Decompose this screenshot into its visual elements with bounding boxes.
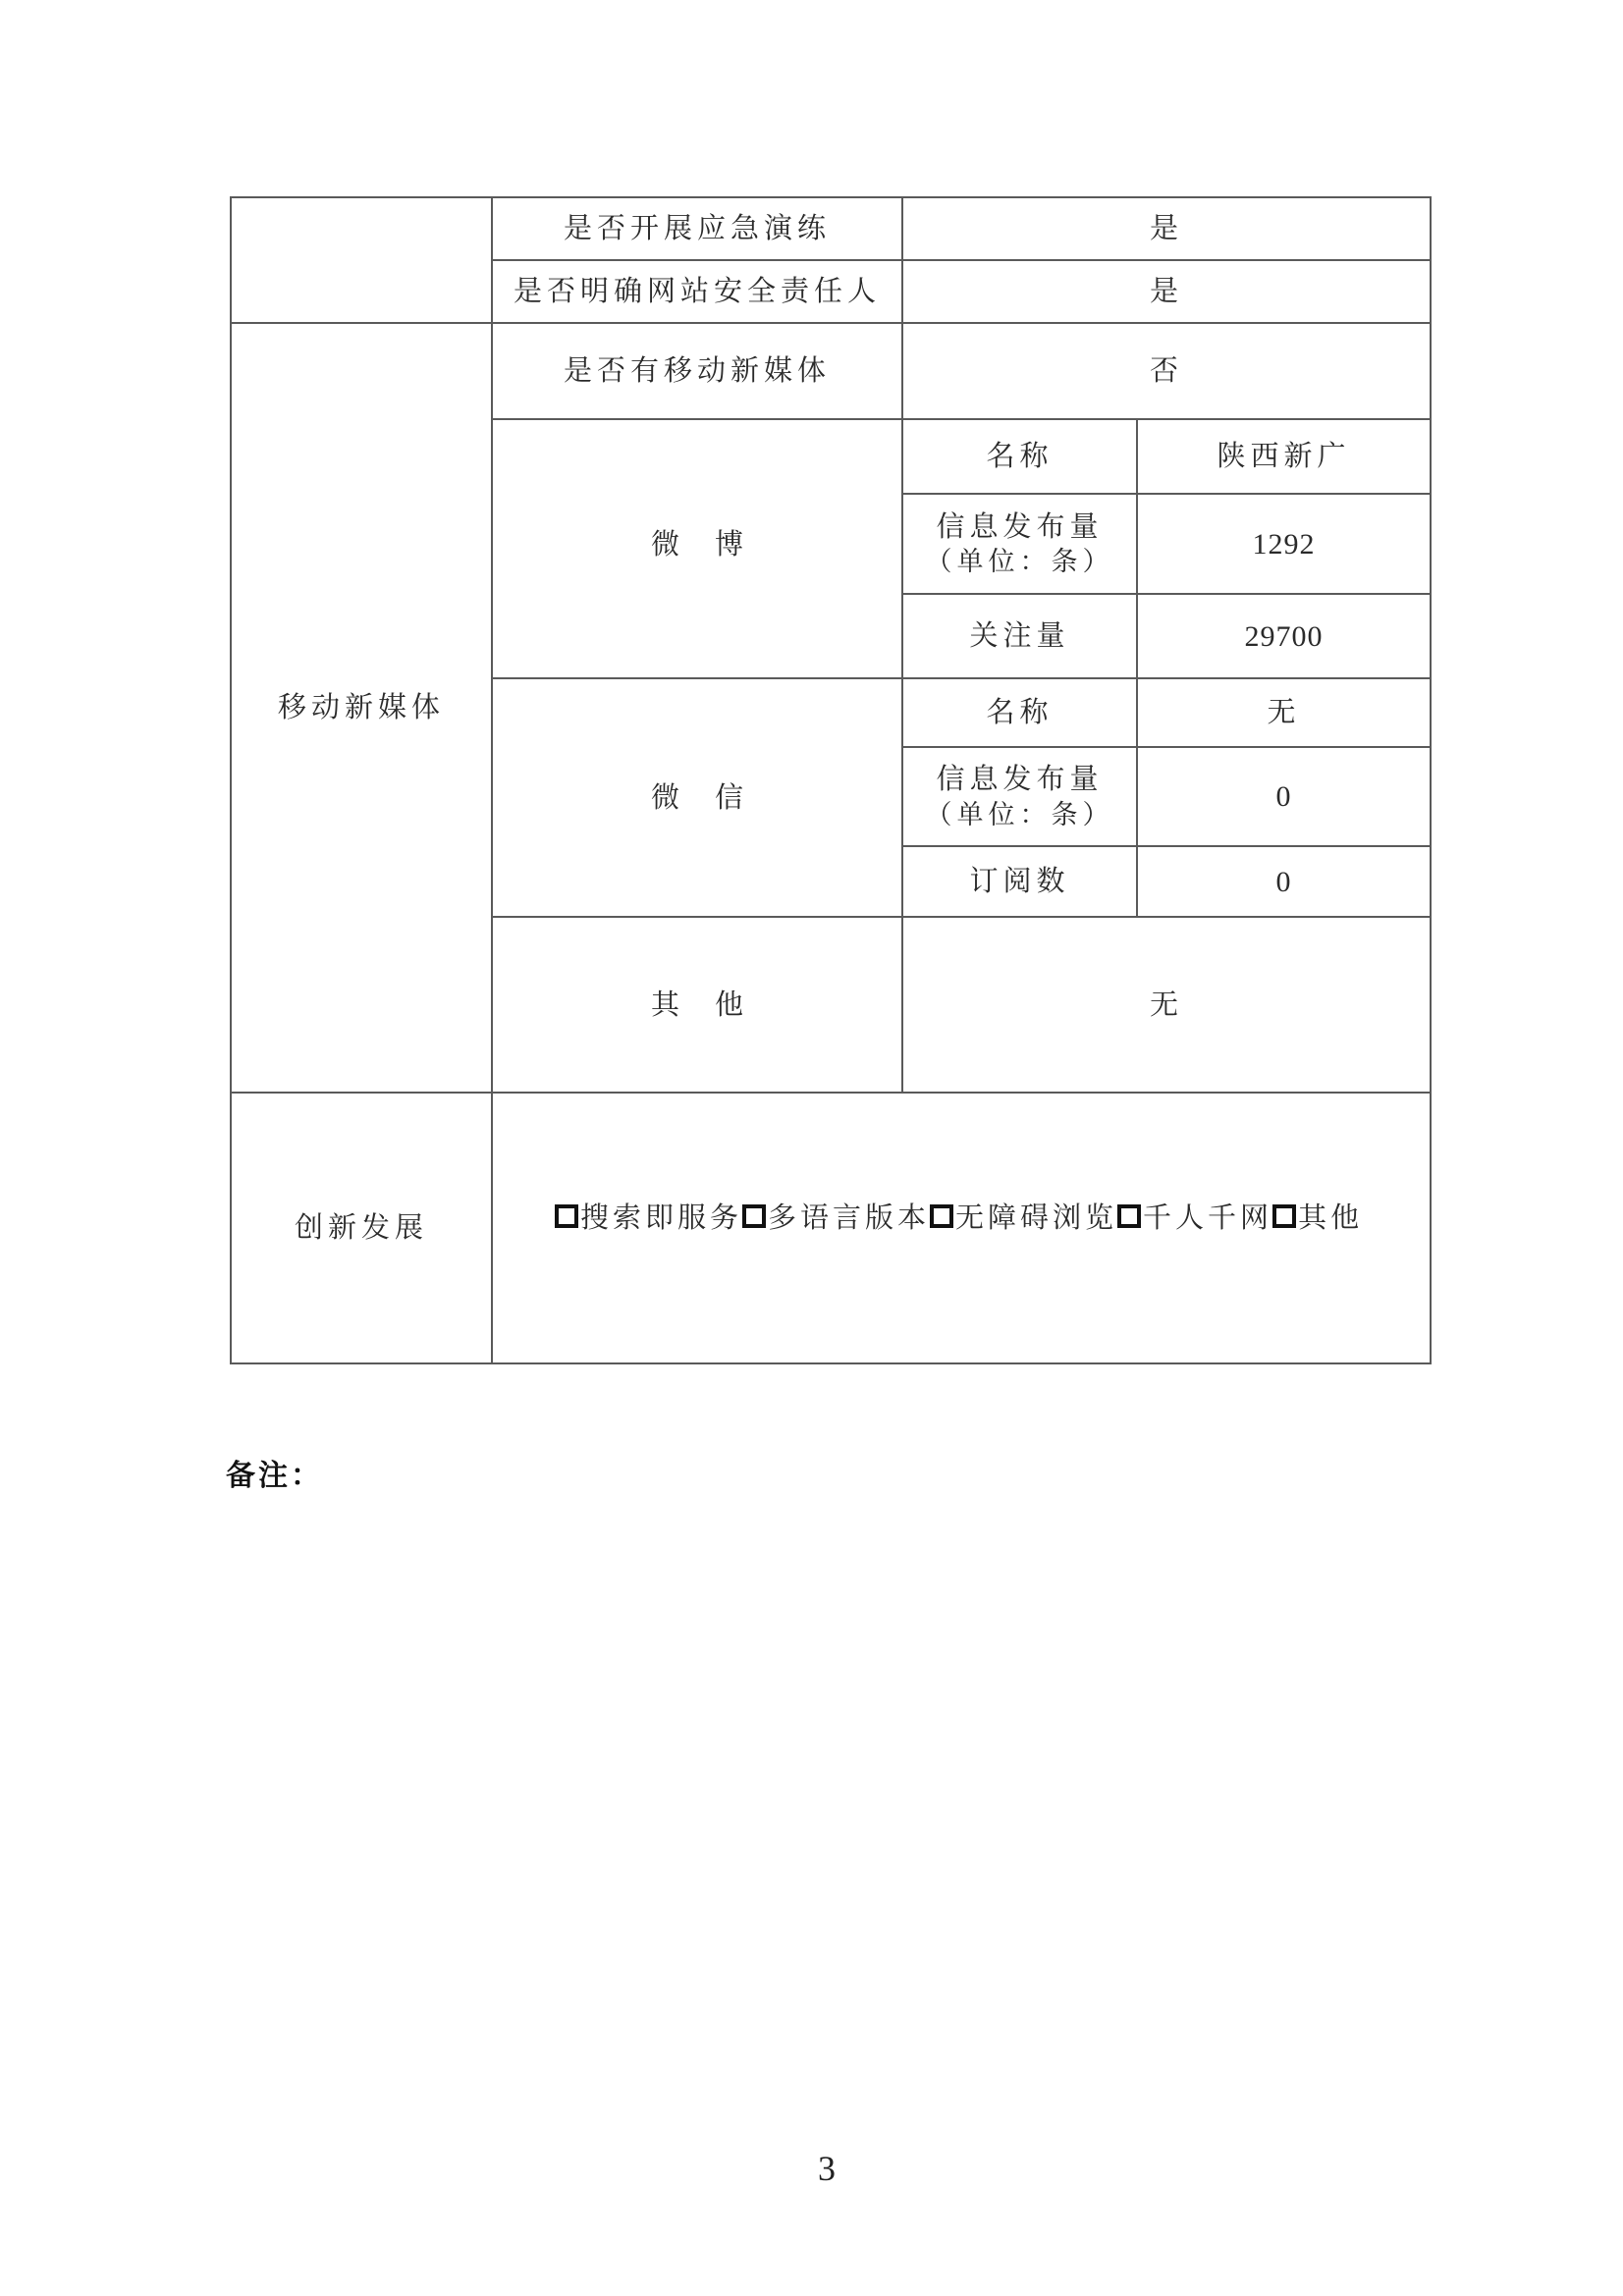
has-mobile-media-label: 是否有移动新媒体 [563, 353, 831, 388]
drill-value: 是 [1149, 211, 1183, 245]
option-label: 多语言版本 [768, 1201, 931, 1234]
innovation-options [555, 1196, 1363, 1236]
other-value: 无 [1149, 987, 1183, 1021]
checkbox-icon[interactable] [1272, 1204, 1296, 1228]
weibo-name-value: 陕西新广 [1217, 439, 1351, 473]
option-label: 无障碍浏览 [955, 1201, 1118, 1234]
option-personalized[interactable] [1117, 1196, 1272, 1236]
wechat-label: 微信 [650, 779, 779, 814]
table-border-right [1430, 196, 1432, 1364]
wechat-subscribers-value: 0 [1275, 865, 1292, 898]
option-accessibility[interactable] [930, 1196, 1117, 1236]
wechat-posts-label-line1: 信息发布量 [936, 762, 1104, 796]
table-border-bottom [230, 1362, 1432, 1364]
option-other[interactable] [1272, 1196, 1363, 1236]
security-owner-value: 是 [1149, 274, 1183, 308]
weibo-name-label: 名称 [986, 439, 1054, 473]
innovation-section-label: 创新发展 [294, 1210, 428, 1245]
drill-label: 是否开展应急演练 [563, 211, 831, 245]
option-label: 其他 [1298, 1201, 1364, 1234]
wechat-subscribers-label: 订阅数 [969, 864, 1070, 898]
mobile-media-section-label: 移动新媒体 [277, 690, 445, 724]
weibo-followers-value: 29700 [1244, 619, 1324, 653]
has-mobile-media-value: 否 [1149, 353, 1183, 388]
checkbox-icon[interactable] [742, 1204, 766, 1228]
wechat-name-value: 无 [1267, 695, 1301, 729]
weibo-posts-label [903, 495, 1136, 593]
option-search-as-service[interactable] [555, 1196, 742, 1236]
other-label: 其他 [650, 987, 779, 1021]
weibo-posts-value: 1292 [1252, 527, 1316, 561]
wechat-posts-label [903, 748, 1136, 845]
option-label: 千人千网 [1143, 1201, 1273, 1234]
weibo-followers-label: 关注量 [969, 618, 1070, 653]
checkbox-icon[interactable] [930, 1204, 953, 1228]
option-multilingual[interactable] [742, 1196, 930, 1236]
weibo-posts-label-line1: 信息发布量 [936, 508, 1104, 543]
page-number: 3 [818, 2149, 836, 2188]
wechat-posts-value: 0 [1275, 780, 1292, 813]
checkbox-icon[interactable] [555, 1204, 578, 1228]
wechat-posts-label-line2: （单位：条） [925, 799, 1114, 830]
weibo-posts-label-line2: （单位：条） [925, 547, 1114, 578]
checkbox-icon[interactable] [1117, 1204, 1141, 1228]
weibo-label: 微博 [650, 527, 779, 561]
option-label: 搜索即服务 [580, 1201, 743, 1234]
security-owner-label: 是否明确网站安全责任人 [513, 274, 881, 308]
wechat-name-label: 名称 [986, 695, 1054, 729]
remarks-label: 备注： [226, 1459, 323, 1493]
